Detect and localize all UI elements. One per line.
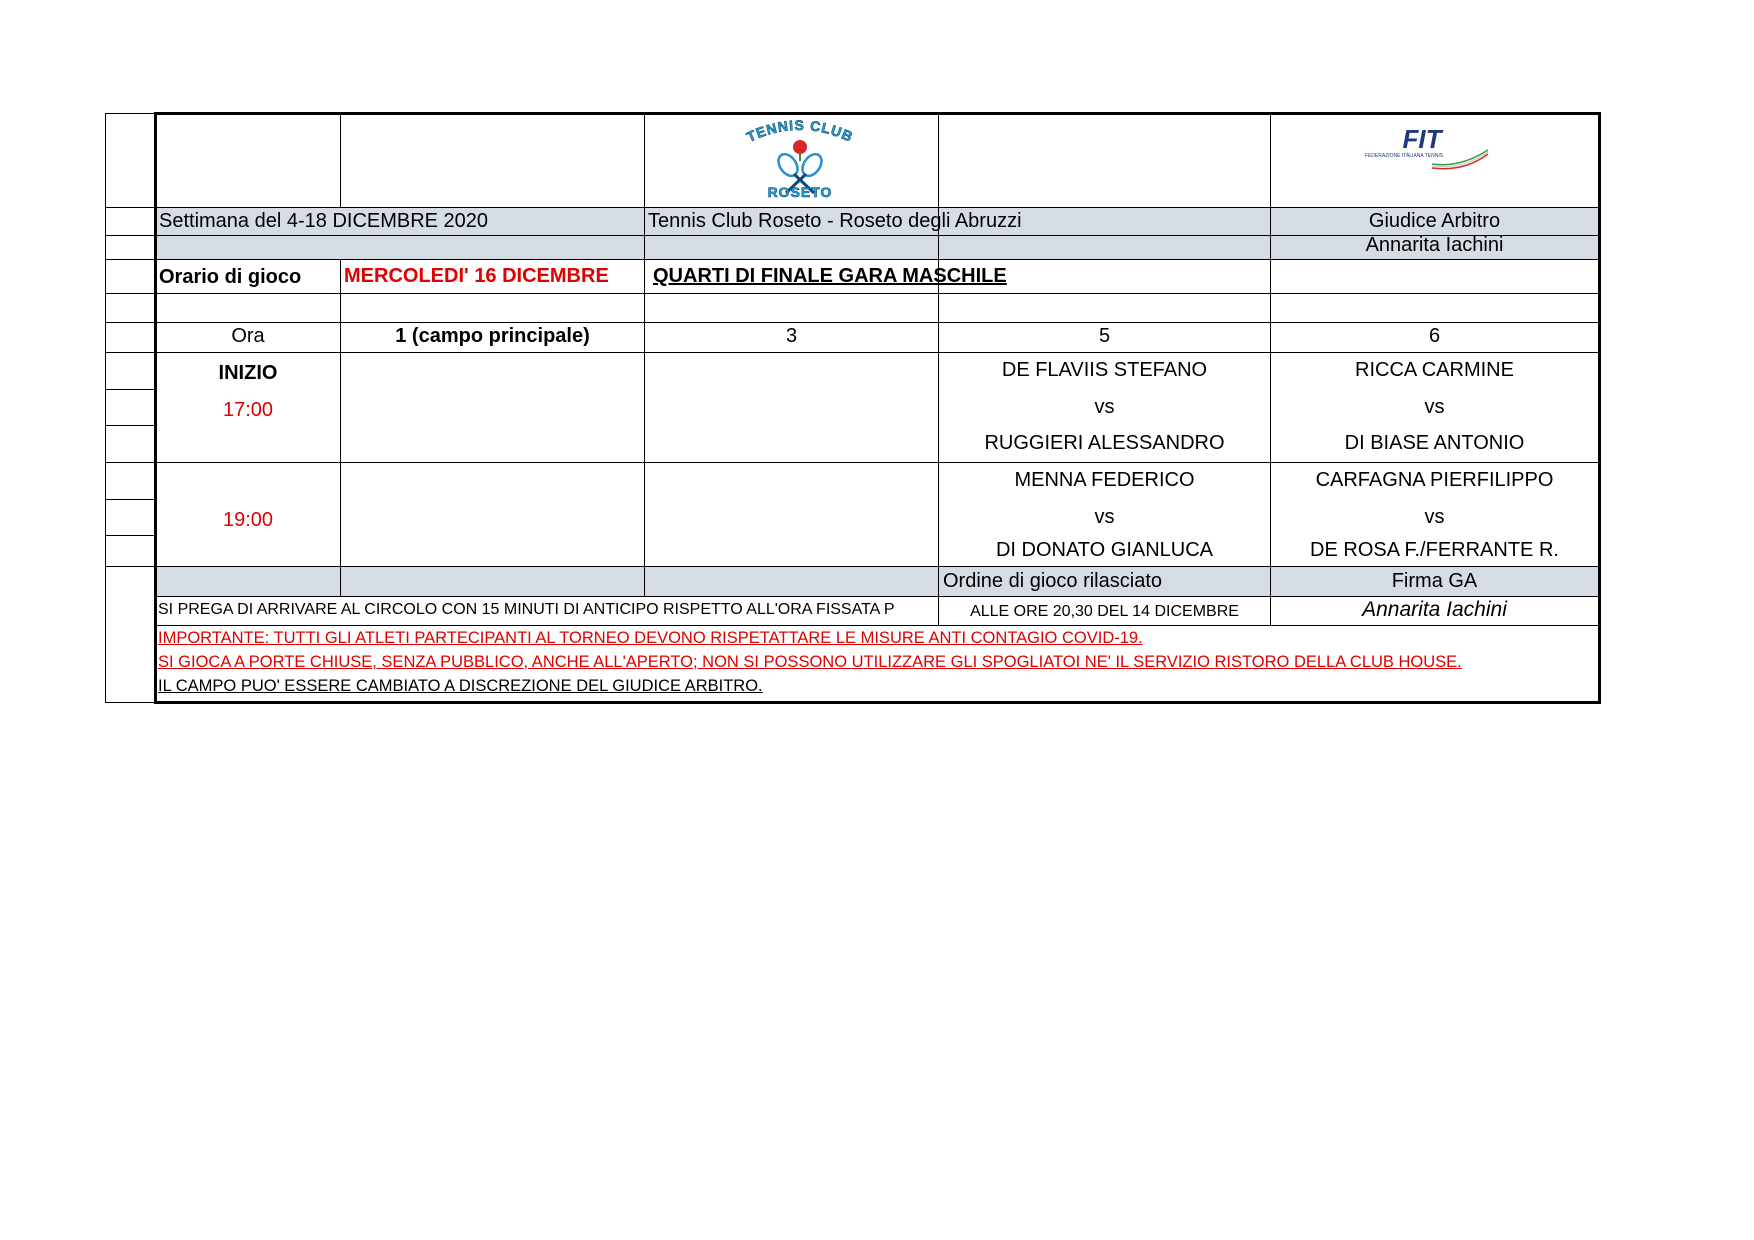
released-time: ALLE ORE 20,30 DEL 14 DICEMBRE xyxy=(970,603,1239,620)
match-player: DE FLAVIIS STEFANO xyxy=(1001,359,1208,381)
match-vs: vs xyxy=(1094,396,1115,418)
tournament-phase: QUARTI DI FINALE GARA MASCHILE xyxy=(653,265,1007,287)
match-player: RICCA CARMINE xyxy=(1355,359,1514,381)
slot-time: 19:00 xyxy=(222,509,274,531)
slot-time: 17:00 xyxy=(222,399,274,421)
arrival-note: SI PREGA DI ARRIVARE AL CIRCOLO CON 15 MINUTI DI ANTICIPO RISPETTO ALL'ORA FISSATA P xyxy=(158,601,895,618)
column-time: Ora xyxy=(231,325,265,347)
club-logo-bottom-text: ROSETO xyxy=(767,184,833,200)
fit-logo-subtext: FEDERAZIONE ITALIANA TENNIS xyxy=(1364,153,1444,159)
column-court-3: 3 xyxy=(785,325,798,347)
match-player: DI DONATO GIANLUCA xyxy=(995,539,1214,561)
fit-logo xyxy=(1364,124,1500,176)
match-player: RUGGIERI ALESSANDRO xyxy=(984,432,1225,454)
match-player: CARFAGNA PIERFILIPPO xyxy=(1315,469,1554,491)
schedule-label: Orario di gioco xyxy=(159,266,302,288)
slot-start-label: INIZIO xyxy=(218,362,278,384)
club-logo-top-text: TENNIS CLUB xyxy=(744,117,856,145)
match-vs: vs xyxy=(1424,506,1445,528)
play-date: MERCOLEDI' 16 DICEMBRE xyxy=(344,265,609,287)
referee-label: Giudice Arbitro xyxy=(1368,210,1501,232)
match-player: MENNA FEDERICO xyxy=(1014,469,1195,491)
week-label: Settimana del 4-18 DICEMBRE 2020 xyxy=(159,210,489,232)
important-note-1: IMPORTANTE: TUTTI GLI ATLETI PARTECIPANTI AL TORNEO DEVONO RISPETATTARE LE MISURE ANTI CONTAGIO COVID-19. xyxy=(158,629,1143,647)
referee-name: Annarita Iachini xyxy=(1365,234,1504,256)
column-court-6: 6 xyxy=(1428,325,1441,347)
match-player: DE ROSA F./FERRANTE R. xyxy=(1310,539,1559,561)
important-note-3: IL CAMPO PUO' ESSERE CAMBIATO A DISCREZIONE DEL GIUDICE ARBITRO. xyxy=(158,677,763,695)
match-player: DI BIASE ANTONIO xyxy=(1344,432,1525,454)
released-label: Ordine di gioco rilasciato xyxy=(943,570,1162,592)
column-court-5: 5 xyxy=(1098,325,1111,347)
column-court-1: 1 (campo principale) xyxy=(395,325,590,347)
signature: Annarita Iachini xyxy=(1362,598,1507,621)
fit-logo-text: FIT xyxy=(1402,124,1442,154)
important-note-2: SI GIOCA A PORTE CHIUSE, SENZA PUBBLICO, ANCHE ALL'APERTO; NON SI POSSONO UTILIZZARE GLI SPOGLIATOI NE' IL SERVIZIO RISTORO DELLA CLUB HOUSE. xyxy=(158,653,1462,671)
club-name: Tennis Club Roseto - Roseto degli Abruzzi xyxy=(648,210,1022,232)
match-vs: vs xyxy=(1094,506,1115,528)
match-vs: vs xyxy=(1424,396,1445,418)
signature-label: Firma GA xyxy=(1391,570,1478,592)
tennis-club-roseto-logo xyxy=(730,117,870,205)
